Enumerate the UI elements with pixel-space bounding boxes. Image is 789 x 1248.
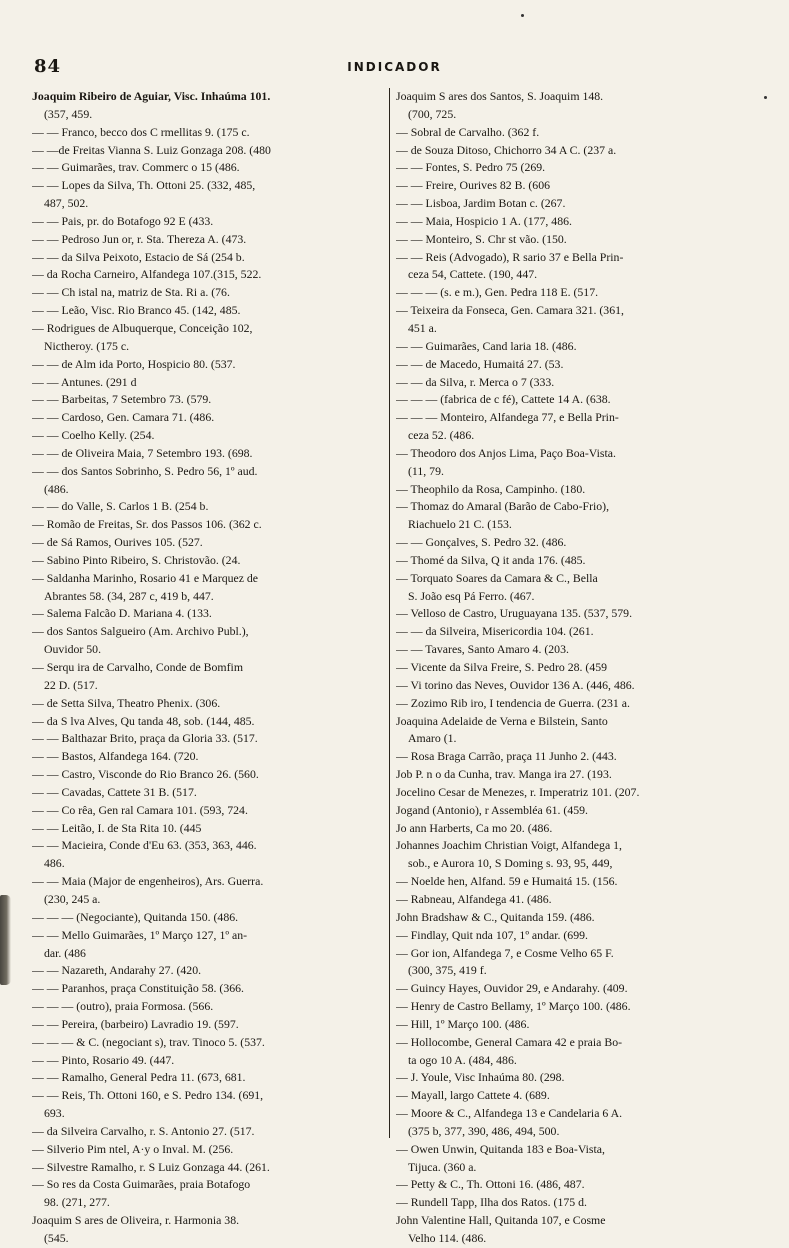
directory-entry-line: — — Lisboa, Jardim Botan c. (267. (396, 196, 566, 211)
directory-entry-line: — — Tavares, Santo Amaro 4. (203. (396, 642, 569, 657)
directory-entry-line: — — de Alm ida Porto, Hospicio 80. (537. (32, 356, 236, 371)
directory-entry-line: — Theodoro dos Anjos Lima, Paço Boa-Vista. (396, 445, 616, 460)
ink-speck (764, 96, 767, 99)
directory-entry-line: — — Co rêa, Gen ral Camara 101. (593, 724. (32, 802, 248, 817)
running-head: INDICADOR (347, 60, 442, 74)
right-column (396, 88, 766, 1248)
directory-entry-line: — — Ramalho, General Pedra 11. (673, 681. (32, 1070, 246, 1085)
column-divider (389, 88, 390, 1138)
directory-entry-line: — dos Santos Salgueiro (Am. Archivo Publ.), (32, 624, 249, 639)
directory-entry-line: — Guincy Hayes, Ouvidor 29, e Andarahy. (409. (396, 981, 628, 996)
directory-entry-line: — Petty & C., Th. Ottoni 16. (486, 487. (396, 1177, 585, 1192)
directory-entry-line: — — — (Negociante), Quitanda 150. (486. (32, 909, 239, 924)
directory-entry-line: — Owen Unwin, Quitanda 183 e Boa-Vista, (396, 1141, 605, 1156)
directory-entry-line: (11, 79. (408, 463, 444, 478)
directory-entry-line: — J. Youle, Visc Inhaúma 80. (298. (396, 1070, 565, 1085)
directory-entry-line: 487, 502. (44, 196, 89, 211)
directory-entry-line: ceza 54, Cattete. (190, 447. (408, 267, 538, 282)
directory-entry-line: — — de Macedo, Humaitá 27. (53. (396, 356, 564, 371)
directory-entry-line: (486. (44, 481, 69, 496)
directory-entry-line: — de Souza Ditoso, Chichorro 34 A C. (237 a. (396, 142, 617, 157)
directory-entry-line: ta ogo 10 A. (484, 486. (408, 1052, 517, 1067)
directory-entry-line: Jogand (Antonio), r Assembléa 61. (459. (396, 802, 588, 817)
directory-entry-line: — — Paranhos, praça Constituição 58. (366. (32, 981, 244, 996)
directory-entry-line: — — da Silva, r. Merca o 7 (333. (396, 374, 555, 389)
directory-entry-line: — da Silveira Carvalho, r. S. Antonio 27. (517. (32, 1123, 255, 1138)
directory-entry-line: — — da Silveira, Misericordia 104. (261. (396, 624, 594, 639)
directory-entry-line: — — dos Santos Sobrinho, S. Pedro 56, 1º aud. (32, 463, 258, 478)
two-column-body (32, 88, 767, 1245)
directory-entry-line: — Rodrigues de Albuquerque, Conceição 102, (32, 320, 253, 335)
directory-entry-line: — Rundell Tapp, Ilha dos Ratos. (175 d. (396, 1195, 587, 1210)
directory-entry-line: — da S lva Alves, Qu tanda 48, sob. (144, 485. (32, 713, 255, 728)
directory-entry-line: — — Monteiro, S. Chr st vão. (150. (396, 231, 567, 246)
directory-entry-line: Ouvidor 50. (44, 642, 102, 657)
directory-entry-line: — Theophilo da Rosa, Campinho. (180. (396, 481, 586, 496)
ink-speck (521, 14, 524, 17)
directory-entry-line: — — de Oliveira Maia, 7 Setembro 193. (698. (32, 445, 253, 460)
directory-entry-line: — — — Monteiro, Alfandega 77, e Bella Prin- (396, 410, 619, 425)
directory-entry-line: Joaquim Ribeiro de Aguiar, Visc. Inhaúma 101. (32, 89, 271, 103)
directory-entry-line: — — Leitão, I. de Sta Rita 10. (445 (32, 820, 202, 835)
directory-entry-line: — — Reis (Advogado), R sario 37 e Bella Prin- (396, 249, 624, 264)
directory-entry-line: — — Castro, Visconde do Rio Branco 26. (560. (32, 767, 259, 782)
directory-entry-line: — — Mello Guimarães, 1º Março 127, 1º an- (32, 927, 248, 942)
directory-entry-line: 451 a. (408, 320, 437, 335)
directory-entry-line: John Bradshaw & C., Quitanda 159. (486. (396, 909, 595, 924)
directory-entry-line: Riachuelo 21 C. (153. (408, 517, 512, 532)
directory-entry-line: dar. (486 (44, 945, 86, 960)
directory-entry-line: — — Cardoso, Gen. Camara 71. (486. (32, 410, 215, 425)
left-column (32, 88, 388, 1248)
directory-entry-line: — da Rocha Carneiro, Alfandega 107.(315, 522. (32, 267, 262, 282)
page-number: 84 (34, 56, 62, 77)
directory-entry-line: — Hill, 1º Março 100. (486. (396, 1016, 530, 1031)
directory-entry-line: (700, 725. (408, 106, 457, 121)
directory-entry-line: — Serqu ira de Carvalho, Conde de Bomfim (32, 660, 243, 674)
directory-entry-line: — — Lopes da Silva, Th. Ottoni 25. (332, 485, (32, 178, 256, 193)
directory-entry-line: — — — (fabrica de c fé), Cattete 14 A. (638. (396, 392, 611, 407)
directory-entry-line: Abrantes 58. (34, 287 c, 419 b, 447. (44, 588, 214, 603)
directory-entry-line: Joaquim S ares dos Santos, S. Joaquim 148. (396, 89, 604, 103)
directory-entry-line: — de Sá Ramos, Ourives 105. (527. (32, 535, 203, 550)
directory-entry-line: Johannes Joachim Christian Voigt, Alfandega 1, (396, 838, 622, 853)
directory-entry-line: — Mayall, largo Cattete 4. (689. (396, 1088, 550, 1103)
directory-entry-line: — Velloso de Castro, Uruguayana 135. (537, 579. (396, 606, 633, 621)
directory-entry-line: Nictheroy. (175 c. (44, 338, 130, 353)
directory-entry-line: — — Ch istal na, matriz de Sta. Ri a. (76. (32, 285, 230, 300)
directory-entry-line: — Silvestre Ramalho, r. S Luiz Gonzaga 44. (261. (32, 1159, 270, 1174)
directory-entry-line: — Salema Falcão D. Mariana 4. (133. (32, 606, 212, 621)
directory-entry-line: — Romão de Freitas, Sr. dos Passos 106. (362 c. (32, 517, 262, 532)
directory-entry-line: — — Macieira, Conde d'Eu 63. (353, 363, 446. (32, 838, 257, 853)
directory-entry-line: — So res da Costa Guimarães, praia Botafogo (32, 1177, 251, 1192)
directory-entry-line: — Noelde hen, Alfand. 59 e Humaitá 15. (156. (396, 874, 618, 889)
directory-entry-line: — — Coelho Kelly. (254. (32, 428, 155, 443)
directory-entry-line: Tijuca. (360 a. (408, 1159, 477, 1174)
directory-entry-line: — Teixeira da Fonseca, Gen. Camara 321. (361, (396, 303, 624, 318)
directory-entry-line: (375 b, 377, 390, 486, 494, 500. (408, 1123, 560, 1138)
directory-entry-line: — Rosa Braga Carrão, praça 11 Junho 2. (443. (396, 749, 617, 764)
directory-entry-line: 22 D. (517. (44, 677, 98, 692)
directory-entry-line: Joaquim S ares de Oliveira, r. Harmonia 38. (32, 1213, 240, 1228)
directory-entry-line: — Vi torino das Neves, Ouvidor 136 A. (446, 486. (396, 677, 635, 692)
directory-entry-line: — Henry de Castro Bellamy, 1º Março 100. (486. (396, 999, 631, 1014)
directory-entry-line: — — Balthazar Brito, praça da Gloria 33. (517. (32, 731, 258, 746)
directory-entry-line: — Vicente da Silva Freire, S. Pedro 28. (459 (396, 660, 608, 674)
directory-entry-line: — — — & C. (negociant s), trav. Tinoco 5. (537. (32, 1034, 265, 1049)
directory-entry-line: — — Antunes. (291 d (32, 374, 137, 389)
directory-entry-line: — — Barbeitas, 7 Setembro 73. (579. (32, 392, 212, 407)
page-edge-stain (0, 895, 11, 985)
directory-entry-line: — Findlay, Quit nda 107, 1º andar. (699. (396, 927, 588, 942)
directory-entry-line: Job P. n o da Cunha, trav. Manga ira 27. (193. (396, 767, 612, 782)
directory-entry-line: — Thomé da Silva, Q it anda 176. (485. (396, 552, 586, 567)
directory-entry-line: Amaro (1. (408, 731, 457, 746)
directory-entry-line: — Rabneau, Alfandega 41. (486. (396, 891, 552, 906)
directory-entry-line: ceza 52. (486. (408, 428, 475, 443)
directory-entry-line: — — Guimarães, Cand laria 18. (486. (396, 338, 577, 353)
directory-entry-line: 693. (44, 1106, 65, 1121)
directory-entry-line: — — Freire, Ourives 82 B. (606 (396, 178, 550, 193)
directory-entry-line: — de Setta Silva, Theatro Phenix. (306. (32, 695, 221, 710)
page-header (34, 56, 755, 80)
directory-entry-line: — — Pedroso Jun or, r. Sta. Thereza A. (473. (32, 231, 247, 246)
directory-entry-line: (545. (44, 1231, 69, 1245)
directory-entry-line: 98. (271, 277. (44, 1195, 110, 1210)
directory-entry-line: S. João esq Pá Ferro. (467. (408, 588, 535, 603)
directory-entry-line: — — Pais, pr. do Botafogo 92 E (433. (32, 213, 214, 228)
directory-entry-line: — — — (outro), praia Formosa. (566. (32, 999, 214, 1014)
directory-entry-line: Velho 114. (486. (408, 1231, 487, 1245)
directory-entry-line: — Torquato Soares da Camara & C., Bella (396, 570, 598, 585)
directory-entry-line: — Sobral de Carvalho. (362 f. (396, 124, 540, 139)
directory-entry-line: — — Franco, becco dos C rmellitas 9. (175 c. (32, 124, 250, 139)
directory-entry-line: — — Bastos, Alfandega 164. (720. (32, 749, 199, 764)
directory-entry-line: — — Maia, Hospicio 1 A. (177, 486. (396, 213, 572, 228)
directory-entry-line: — — Maia (Major de engenheiros), Ars. Guerra. (32, 874, 264, 889)
directory-entry-line: — — da Silva Peixoto, Estacio de Sá (254 b. (32, 249, 245, 264)
directory-entry-line: (357, 459. (44, 106, 93, 121)
directory-entry-line: Jo ann Harberts, Ca mo 20. (486. (396, 820, 553, 835)
directory-entry-line: 486. (44, 856, 65, 871)
directory-entry-line: — — Guimarães, trav. Commerc o 15 (486. (32, 160, 240, 175)
directory-entry-line: — — — (s. e m.), Gen. Pedra 118 E. (517. (396, 285, 599, 300)
directory-entry-line: (300, 375, 419 f. (408, 963, 487, 978)
directory-entry-line: — Hollocombe, General Camara 42 e praia Bo- (396, 1034, 623, 1049)
directory-entry-line: (230, 245 a. (44, 891, 101, 906)
directory-entry-line: — Silverio Pim ntel, A·y o Inval. M. (256. (32, 1141, 234, 1156)
directory-entry-line: — — Nazareth, Andarahy 27. (420. (32, 963, 202, 978)
directory-entry-line: — — Pereira, (barbeiro) Lavradio 19. (597. (32, 1016, 239, 1031)
directory-entry-line: John Valentine Hall, Quitanda 107, e Cosme (396, 1213, 606, 1228)
directory-entry-line: — Saldanha Marinho, Rosario 41 e Marquez de (32, 570, 259, 585)
directory-entry-line: — — Pinto, Rosario 49. (447. (32, 1052, 175, 1067)
directory-entry-line: — Moore & C., Alfandega 13 e Candelaria 6 A. (396, 1106, 623, 1121)
directory-entry-line: — — Cavadas, Cattete 31 B. (517. (32, 784, 197, 799)
directory-entry-line: Joaquina Adelaide de Verna e Bilstein, Santo (396, 713, 608, 728)
directory-entry-line: — Sabino Pinto Ribeiro, S. Christovão. (24. (32, 552, 241, 567)
directory-entry-line: — — do Valle, S. Carlos 1 B. (254 b. (32, 499, 209, 514)
directory-entry-line: — — Reis, Th. Ottoni 160, e S. Pedro 134. (691, (32, 1088, 264, 1103)
directory-entry-line: — Zozimo Rib iro, I tendencia de Guerra. (231 a. (396, 695, 630, 710)
directory-entry-line: — Thomaz do Amaral (Barão de Cabo-Frio), (396, 499, 610, 514)
directory-entry-line: — — Fontes, S. Pedro 75 (269. (396, 160, 546, 175)
directory-entry-line: sob., e Aurora 10, S Doming s. 93, 95, 449, (408, 856, 613, 871)
directory-entry-line: — — Gonçalves, S. Pedro 32. (486. (396, 535, 567, 550)
directory-entry-line: — — Leão, Visc. Rio Branco 45. (142, 485. (32, 303, 241, 318)
directory-entry-line: — —de Freitas Vianna S. Luiz Gonzaga 208. (480 (32, 142, 271, 157)
directory-entry-line: — Gor ion, Alfandega 7, e Cosme Velho 65 F. (396, 945, 614, 960)
directory-entry-line: Jocelino Cesar de Menezes, r. Imperatriz 101. (207. (396, 784, 640, 799)
